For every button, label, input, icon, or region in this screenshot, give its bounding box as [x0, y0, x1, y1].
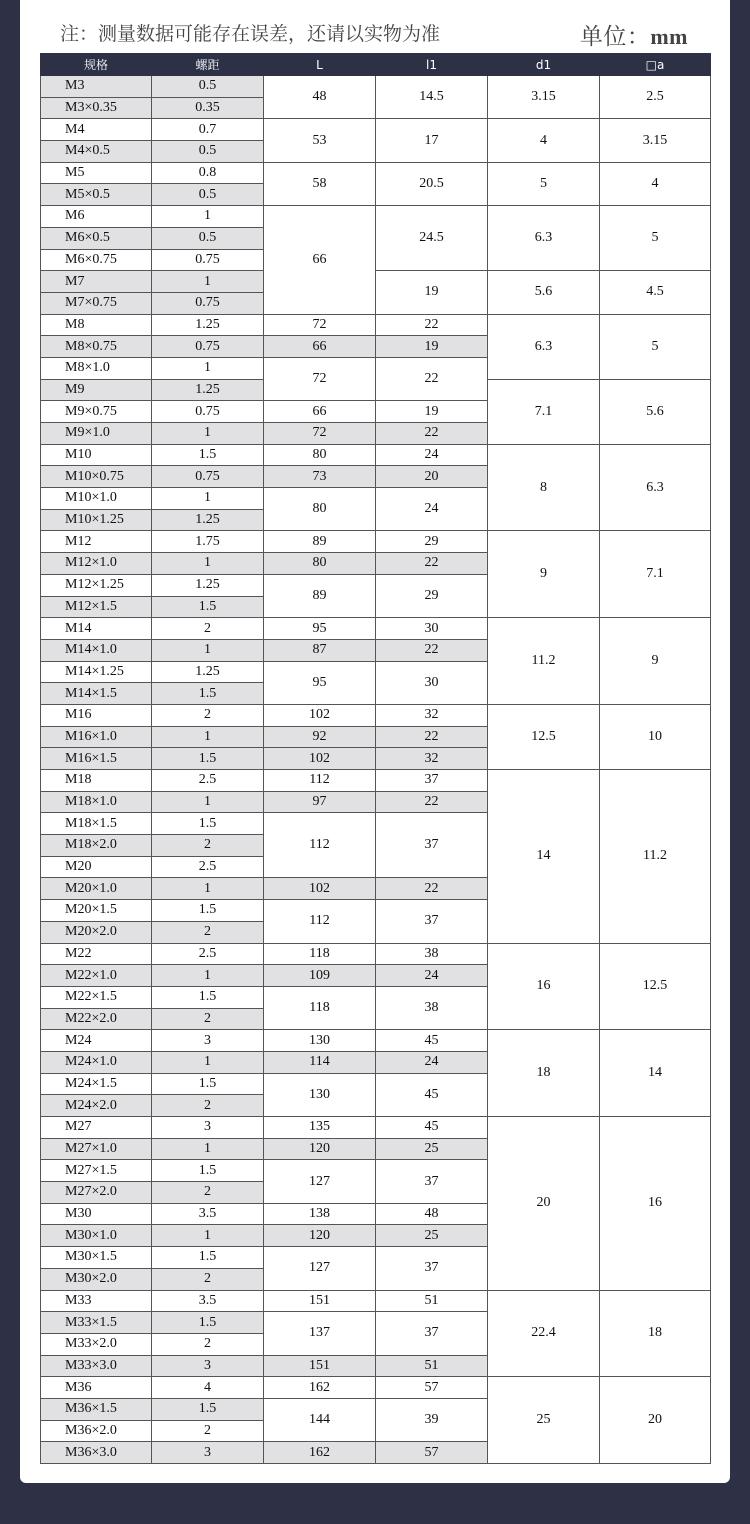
pitch-cell: 2 — [152, 1008, 264, 1030]
square-cell: 9 — [600, 618, 711, 705]
d1-cell: 16 — [488, 943, 600, 1030]
pitch-cell: 3 — [152, 1442, 264, 1464]
length-cell: 112 — [264, 900, 376, 943]
length-cell: 89 — [264, 531, 376, 553]
d1-cell: 4 — [488, 119, 600, 162]
spec-cell: M22 — [41, 943, 152, 965]
spec-cell: M9×1.0 — [41, 423, 152, 445]
spec-cell: M18×1.0 — [41, 791, 152, 813]
l1-cell: 57 — [376, 1377, 488, 1399]
square-cell: 5.6 — [600, 379, 711, 444]
square-cell: 11.2 — [600, 770, 711, 944]
pitch-cell: 1 — [152, 878, 264, 900]
spec-cell: M16 — [41, 704, 152, 726]
table-row — [41, 314, 711, 336]
square-cell: 20 — [600, 1377, 711, 1464]
square-cell: 7.1 — [600, 531, 711, 618]
l1-cell: 24 — [376, 965, 488, 987]
pitch-cell: 1 — [152, 206, 264, 228]
header-square: □a — [600, 54, 711, 76]
pitch-cell: 2 — [152, 1333, 264, 1355]
length-cell: 53 — [264, 119, 376, 162]
length-cell: 130 — [264, 1030, 376, 1052]
header-pitch: 螺距 — [152, 54, 264, 76]
pitch-cell: 0.5 — [152, 141, 264, 163]
d1-cell: 14 — [488, 770, 600, 944]
spec-cell: M27×1.5 — [41, 1160, 152, 1182]
square-cell: 2.5 — [600, 76, 711, 119]
square-cell: 5 — [600, 314, 711, 379]
table-row — [41, 1377, 711, 1399]
l1-cell: 30 — [376, 661, 488, 704]
d1-cell: 3.15 — [488, 76, 600, 119]
l1-cell: 19 — [376, 336, 488, 358]
spec-cell: M4 — [41, 119, 152, 141]
spec-cell: M30 — [41, 1203, 152, 1225]
l1-cell: 20 — [376, 466, 488, 488]
l1-cell: 22 — [376, 878, 488, 900]
spec-cell: M18×1.5 — [41, 813, 152, 835]
l1-cell: 29 — [376, 531, 488, 553]
square-cell: 6.3 — [600, 444, 711, 531]
l1-cell: 39 — [376, 1398, 488, 1441]
spec-cell: M6×0.75 — [41, 249, 152, 271]
pitch-cell: 0.75 — [152, 401, 264, 423]
length-cell: 73 — [264, 466, 376, 488]
d1-cell: 5 — [488, 162, 600, 205]
pitch-cell: 3 — [152, 1117, 264, 1139]
table-row — [41, 1117, 711, 1139]
pitch-cell: 1.5 — [152, 444, 264, 466]
pitch-cell: 0.75 — [152, 336, 264, 358]
spec-cell: M10 — [41, 444, 152, 466]
square-cell: 4.5 — [600, 271, 711, 314]
square-cell: 16 — [600, 1117, 711, 1291]
length-cell: 66 — [264, 336, 376, 358]
length-cell: 114 — [264, 1051, 376, 1073]
l1-cell: 22 — [376, 357, 488, 400]
spec-cell: M24×1.5 — [41, 1073, 152, 1095]
table-row — [41, 770, 711, 792]
spec-cell: M33×2.0 — [41, 1333, 152, 1355]
l1-cell: 32 — [376, 704, 488, 726]
l1-cell: 19 — [376, 271, 488, 314]
table-row — [41, 1290, 711, 1312]
l1-cell: 51 — [376, 1355, 488, 1377]
spec-table — [40, 53, 711, 1464]
spec-cell: M8 — [41, 314, 152, 336]
d1-cell: 18 — [488, 1030, 600, 1117]
d1-cell: 25 — [488, 1377, 600, 1464]
length-cell: 118 — [264, 943, 376, 965]
spec-cell: M10×0.75 — [41, 466, 152, 488]
pitch-cell: 2 — [152, 618, 264, 640]
table-row — [41, 271, 711, 293]
length-cell: 102 — [264, 704, 376, 726]
d1-cell: 11.2 — [488, 618, 600, 705]
table-row — [41, 618, 711, 640]
spec-cell: M20 — [41, 856, 152, 878]
d1-cell: 6.3 — [488, 206, 600, 271]
square-cell: 4 — [600, 162, 711, 205]
pitch-cell: 2 — [152, 1182, 264, 1204]
pitch-cell: 0.5 — [152, 76, 264, 98]
length-cell: 162 — [264, 1442, 376, 1464]
pitch-cell: 1.25 — [152, 379, 264, 401]
length-cell: 127 — [264, 1247, 376, 1290]
l1-cell: 30 — [376, 618, 488, 640]
pitch-cell: 1.5 — [152, 683, 264, 705]
l1-cell: 22 — [376, 314, 488, 336]
l1-cell: 45 — [376, 1073, 488, 1116]
length-cell: 95 — [264, 618, 376, 640]
square-cell: 10 — [600, 704, 711, 769]
pitch-cell: 1.5 — [152, 1160, 264, 1182]
length-cell: 112 — [264, 813, 376, 878]
spec-cell: M33 — [41, 1290, 152, 1312]
length-cell: 80 — [264, 488, 376, 531]
spec-cell: M20×1.0 — [41, 878, 152, 900]
pitch-cell: 0.7 — [152, 119, 264, 141]
spec-cell: M33×3.0 — [41, 1355, 152, 1377]
unit-label — [580, 18, 688, 51]
l1-cell: 14.5 — [376, 76, 488, 119]
pitch-cell: 0.75 — [152, 249, 264, 271]
l1-cell: 24.5 — [376, 206, 488, 271]
pitch-cell: 1 — [152, 965, 264, 987]
l1-cell: 37 — [376, 900, 488, 943]
spec-cell: M36 — [41, 1377, 152, 1399]
table-row — [41, 1030, 711, 1052]
table-row — [41, 444, 711, 466]
pitch-cell: 1.5 — [152, 748, 264, 770]
spec-cell: M22×1.0 — [41, 965, 152, 987]
spec-cell: M30×1.0 — [41, 1225, 152, 1247]
l1-cell: 45 — [376, 1117, 488, 1139]
spec-cell: M9×0.75 — [41, 401, 152, 423]
length-cell: 48 — [264, 76, 376, 119]
length-cell: 66 — [264, 206, 376, 314]
spec-cell: M12×1.25 — [41, 574, 152, 596]
length-cell: 72 — [264, 314, 376, 336]
table-row — [41, 206, 711, 228]
length-cell: 92 — [264, 726, 376, 748]
l1-cell: 29 — [376, 574, 488, 617]
length-cell: 118 — [264, 986, 376, 1029]
spec-cell: M14×1.0 — [41, 639, 152, 661]
length-cell: 130 — [264, 1073, 376, 1116]
pitch-cell: 1.5 — [152, 1398, 264, 1420]
spec-cell: M7 — [41, 271, 152, 293]
table-header-row — [41, 54, 711, 76]
l1-cell: 32 — [376, 748, 488, 770]
length-cell: 144 — [264, 1398, 376, 1441]
pitch-cell: 1 — [152, 357, 264, 379]
spec-cell: M36×1.5 — [41, 1398, 152, 1420]
l1-cell: 25 — [376, 1225, 488, 1247]
pitch-cell: 1 — [152, 553, 264, 575]
length-cell: 97 — [264, 791, 376, 813]
pitch-cell: 3.5 — [152, 1290, 264, 1312]
length-cell: 120 — [264, 1225, 376, 1247]
spec-cell: M10×1.0 — [41, 488, 152, 510]
length-cell: 127 — [264, 1160, 376, 1203]
pitch-cell: 1.5 — [152, 813, 264, 835]
length-cell: 112 — [264, 770, 376, 792]
l1-cell: 20.5 — [376, 162, 488, 205]
table-row — [41, 531, 711, 553]
spec-cell: M10×1.25 — [41, 509, 152, 531]
pitch-cell: 0.35 — [152, 97, 264, 119]
spec-cell: M12×1.0 — [41, 553, 152, 575]
spec-cell: M12 — [41, 531, 152, 553]
l1-cell: 24 — [376, 488, 488, 531]
length-cell: 80 — [264, 444, 376, 466]
square-cell: 3.15 — [600, 119, 711, 162]
spec-cell: M33×1.5 — [41, 1312, 152, 1334]
length-cell: 80 — [264, 553, 376, 575]
spec-cell: M5 — [41, 162, 152, 184]
header-l1: l1 — [376, 54, 488, 76]
pitch-cell: 1.25 — [152, 574, 264, 596]
spec-cell: M16×1.5 — [41, 748, 152, 770]
l1-cell: 38 — [376, 943, 488, 965]
l1-cell: 17 — [376, 119, 488, 162]
spec-cell: M30×2.0 — [41, 1268, 152, 1290]
spec-cell: M27×1.0 — [41, 1138, 152, 1160]
d1-cell: 8 — [488, 444, 600, 531]
pitch-cell: 1.5 — [152, 900, 264, 922]
spec-cell: M27 — [41, 1117, 152, 1139]
spec-cell: M8×0.75 — [41, 336, 152, 358]
d1-cell: 20 — [488, 1117, 600, 1291]
table-row — [41, 162, 711, 184]
pitch-cell: 3.5 — [152, 1203, 264, 1225]
pitch-cell: 1 — [152, 1051, 264, 1073]
pitch-cell: 0.5 — [152, 227, 264, 249]
l1-cell: 51 — [376, 1290, 488, 1312]
spec-cell: M12×1.5 — [41, 596, 152, 618]
length-cell: 66 — [264, 401, 376, 423]
unit-prefix: 单位： — [579, 24, 651, 50]
length-cell: 72 — [264, 423, 376, 445]
spec-cell: M14×1.25 — [41, 661, 152, 683]
spec-cell: M24×2.0 — [41, 1095, 152, 1117]
spec-cell: M22×2.0 — [41, 1008, 152, 1030]
spec-cell: M18×2.0 — [41, 835, 152, 857]
spec-cell: M5×0.5 — [41, 184, 152, 206]
length-cell: 102 — [264, 748, 376, 770]
l1-cell: 22 — [376, 423, 488, 445]
spec-cell: M3×0.35 — [41, 97, 152, 119]
l1-cell: 45 — [376, 1030, 488, 1052]
pitch-cell: 1.25 — [152, 509, 264, 531]
pitch-cell: 2 — [152, 1420, 264, 1442]
pitch-cell: 1.25 — [152, 314, 264, 336]
pitch-cell: 1.5 — [152, 1073, 264, 1095]
l1-cell: 22 — [376, 791, 488, 813]
l1-cell: 38 — [376, 986, 488, 1029]
pitch-cell: 1.5 — [152, 1247, 264, 1269]
pitch-cell: 0.8 — [152, 162, 264, 184]
length-cell: 95 — [264, 661, 376, 704]
d1-cell: 6.3 — [488, 314, 600, 379]
length-cell: 89 — [264, 574, 376, 617]
l1-cell: 37 — [376, 1160, 488, 1203]
square-cell: 12.5 — [600, 943, 711, 1030]
spec-cell: M20×2.0 — [41, 921, 152, 943]
l1-cell: 22 — [376, 639, 488, 661]
pitch-cell: 1.75 — [152, 531, 264, 553]
spec-cell: M14×1.5 — [41, 683, 152, 705]
l1-cell: 37 — [376, 1312, 488, 1355]
pitch-cell: 1 — [152, 1138, 264, 1160]
length-cell: 151 — [264, 1290, 376, 1312]
pitch-cell: 1 — [152, 726, 264, 748]
pitch-cell: 2.5 — [152, 943, 264, 965]
pitch-cell: 0.75 — [152, 466, 264, 488]
length-cell: 138 — [264, 1203, 376, 1225]
l1-cell: 22 — [376, 553, 488, 575]
pitch-cell: 3 — [152, 1030, 264, 1052]
pitch-cell: 0.5 — [152, 184, 264, 206]
length-cell: 72 — [264, 357, 376, 400]
length-cell: 109 — [264, 965, 376, 987]
pitch-cell: 1 — [152, 1225, 264, 1247]
unit-value: mm — [650, 24, 688, 49]
spec-cell: M14 — [41, 618, 152, 640]
square-cell: 18 — [600, 1290, 711, 1377]
length-cell: 135 — [264, 1117, 376, 1139]
length-cell: 58 — [264, 162, 376, 205]
spec-cell: M24 — [41, 1030, 152, 1052]
spec-cell: M30×1.5 — [41, 1247, 152, 1269]
pitch-cell: 0.75 — [152, 292, 264, 314]
pitch-cell: 2 — [152, 835, 264, 857]
spec-cell: M18 — [41, 770, 152, 792]
table-row — [41, 943, 711, 965]
d1-cell: 12.5 — [488, 704, 600, 769]
spec-cell: M22×1.5 — [41, 986, 152, 1008]
pitch-cell: 1 — [152, 791, 264, 813]
square-cell: 5 — [600, 206, 711, 271]
length-cell: 87 — [264, 639, 376, 661]
header-d1: d1 — [488, 54, 600, 76]
spec-cell: M16×1.0 — [41, 726, 152, 748]
l1-cell: 48 — [376, 1203, 488, 1225]
pitch-cell: 1.5 — [152, 1312, 264, 1334]
pitch-cell: 1 — [152, 488, 264, 510]
pitch-cell: 1 — [152, 639, 264, 661]
pitch-cell: 2 — [152, 921, 264, 943]
header-length: L — [264, 54, 376, 76]
spec-cell: M7×0.75 — [41, 292, 152, 314]
table-row — [41, 119, 711, 141]
l1-cell: 57 — [376, 1442, 488, 1464]
l1-cell: 24 — [376, 1051, 488, 1073]
l1-cell: 37 — [376, 770, 488, 792]
pitch-cell: 1.5 — [152, 596, 264, 618]
spec-cell: M8×1.0 — [41, 357, 152, 379]
pitch-cell: 1 — [152, 423, 264, 445]
spec-cell: M3 — [41, 76, 152, 98]
spec-cell: M20×1.5 — [41, 900, 152, 922]
table-row — [41, 704, 711, 726]
length-cell: 120 — [264, 1138, 376, 1160]
pitch-cell: 2 — [152, 1095, 264, 1117]
l1-cell: 25 — [376, 1138, 488, 1160]
pitch-cell: 2 — [152, 704, 264, 726]
spec-cell: M24×1.0 — [41, 1051, 152, 1073]
table-row — [41, 76, 711, 98]
d1-cell: 5.6 — [488, 271, 600, 314]
spec-cell: M36×2.0 — [41, 1420, 152, 1442]
pitch-cell: 1.5 — [152, 986, 264, 1008]
square-cell: 14 — [600, 1030, 711, 1117]
l1-cell: 24 — [376, 444, 488, 466]
d1-cell: 9 — [488, 531, 600, 618]
pitch-cell: 3 — [152, 1355, 264, 1377]
length-cell: 137 — [264, 1312, 376, 1355]
header-spec: 规格 — [41, 54, 152, 76]
measurement-note: 注：测量数据可能存在误差，还请以实物为准 — [60, 23, 441, 45]
pitch-cell: 2.5 — [152, 770, 264, 792]
pitch-cell: 2.5 — [152, 856, 264, 878]
l1-cell: 19 — [376, 401, 488, 423]
spec-cell: M4×0.5 — [41, 141, 152, 163]
length-cell: 151 — [264, 1355, 376, 1377]
spec-cell: M9 — [41, 379, 152, 401]
pitch-cell: 2 — [152, 1268, 264, 1290]
l1-cell: 37 — [376, 1247, 488, 1290]
spec-cell: M6 — [41, 206, 152, 228]
length-cell: 162 — [264, 1377, 376, 1399]
d1-cell: 22.4 — [488, 1290, 600, 1377]
spec-cell: M27×2.0 — [41, 1182, 152, 1204]
spec-cell: M6×0.5 — [41, 227, 152, 249]
spec-cell: M36×3.0 — [41, 1442, 152, 1464]
d1-cell: 7.1 — [488, 379, 600, 444]
pitch-cell: 4 — [152, 1377, 264, 1399]
pitch-cell: 1.25 — [152, 661, 264, 683]
length-cell: 102 — [264, 878, 376, 900]
l1-cell: 37 — [376, 813, 488, 878]
l1-cell: 22 — [376, 726, 488, 748]
pitch-cell: 1 — [152, 271, 264, 293]
